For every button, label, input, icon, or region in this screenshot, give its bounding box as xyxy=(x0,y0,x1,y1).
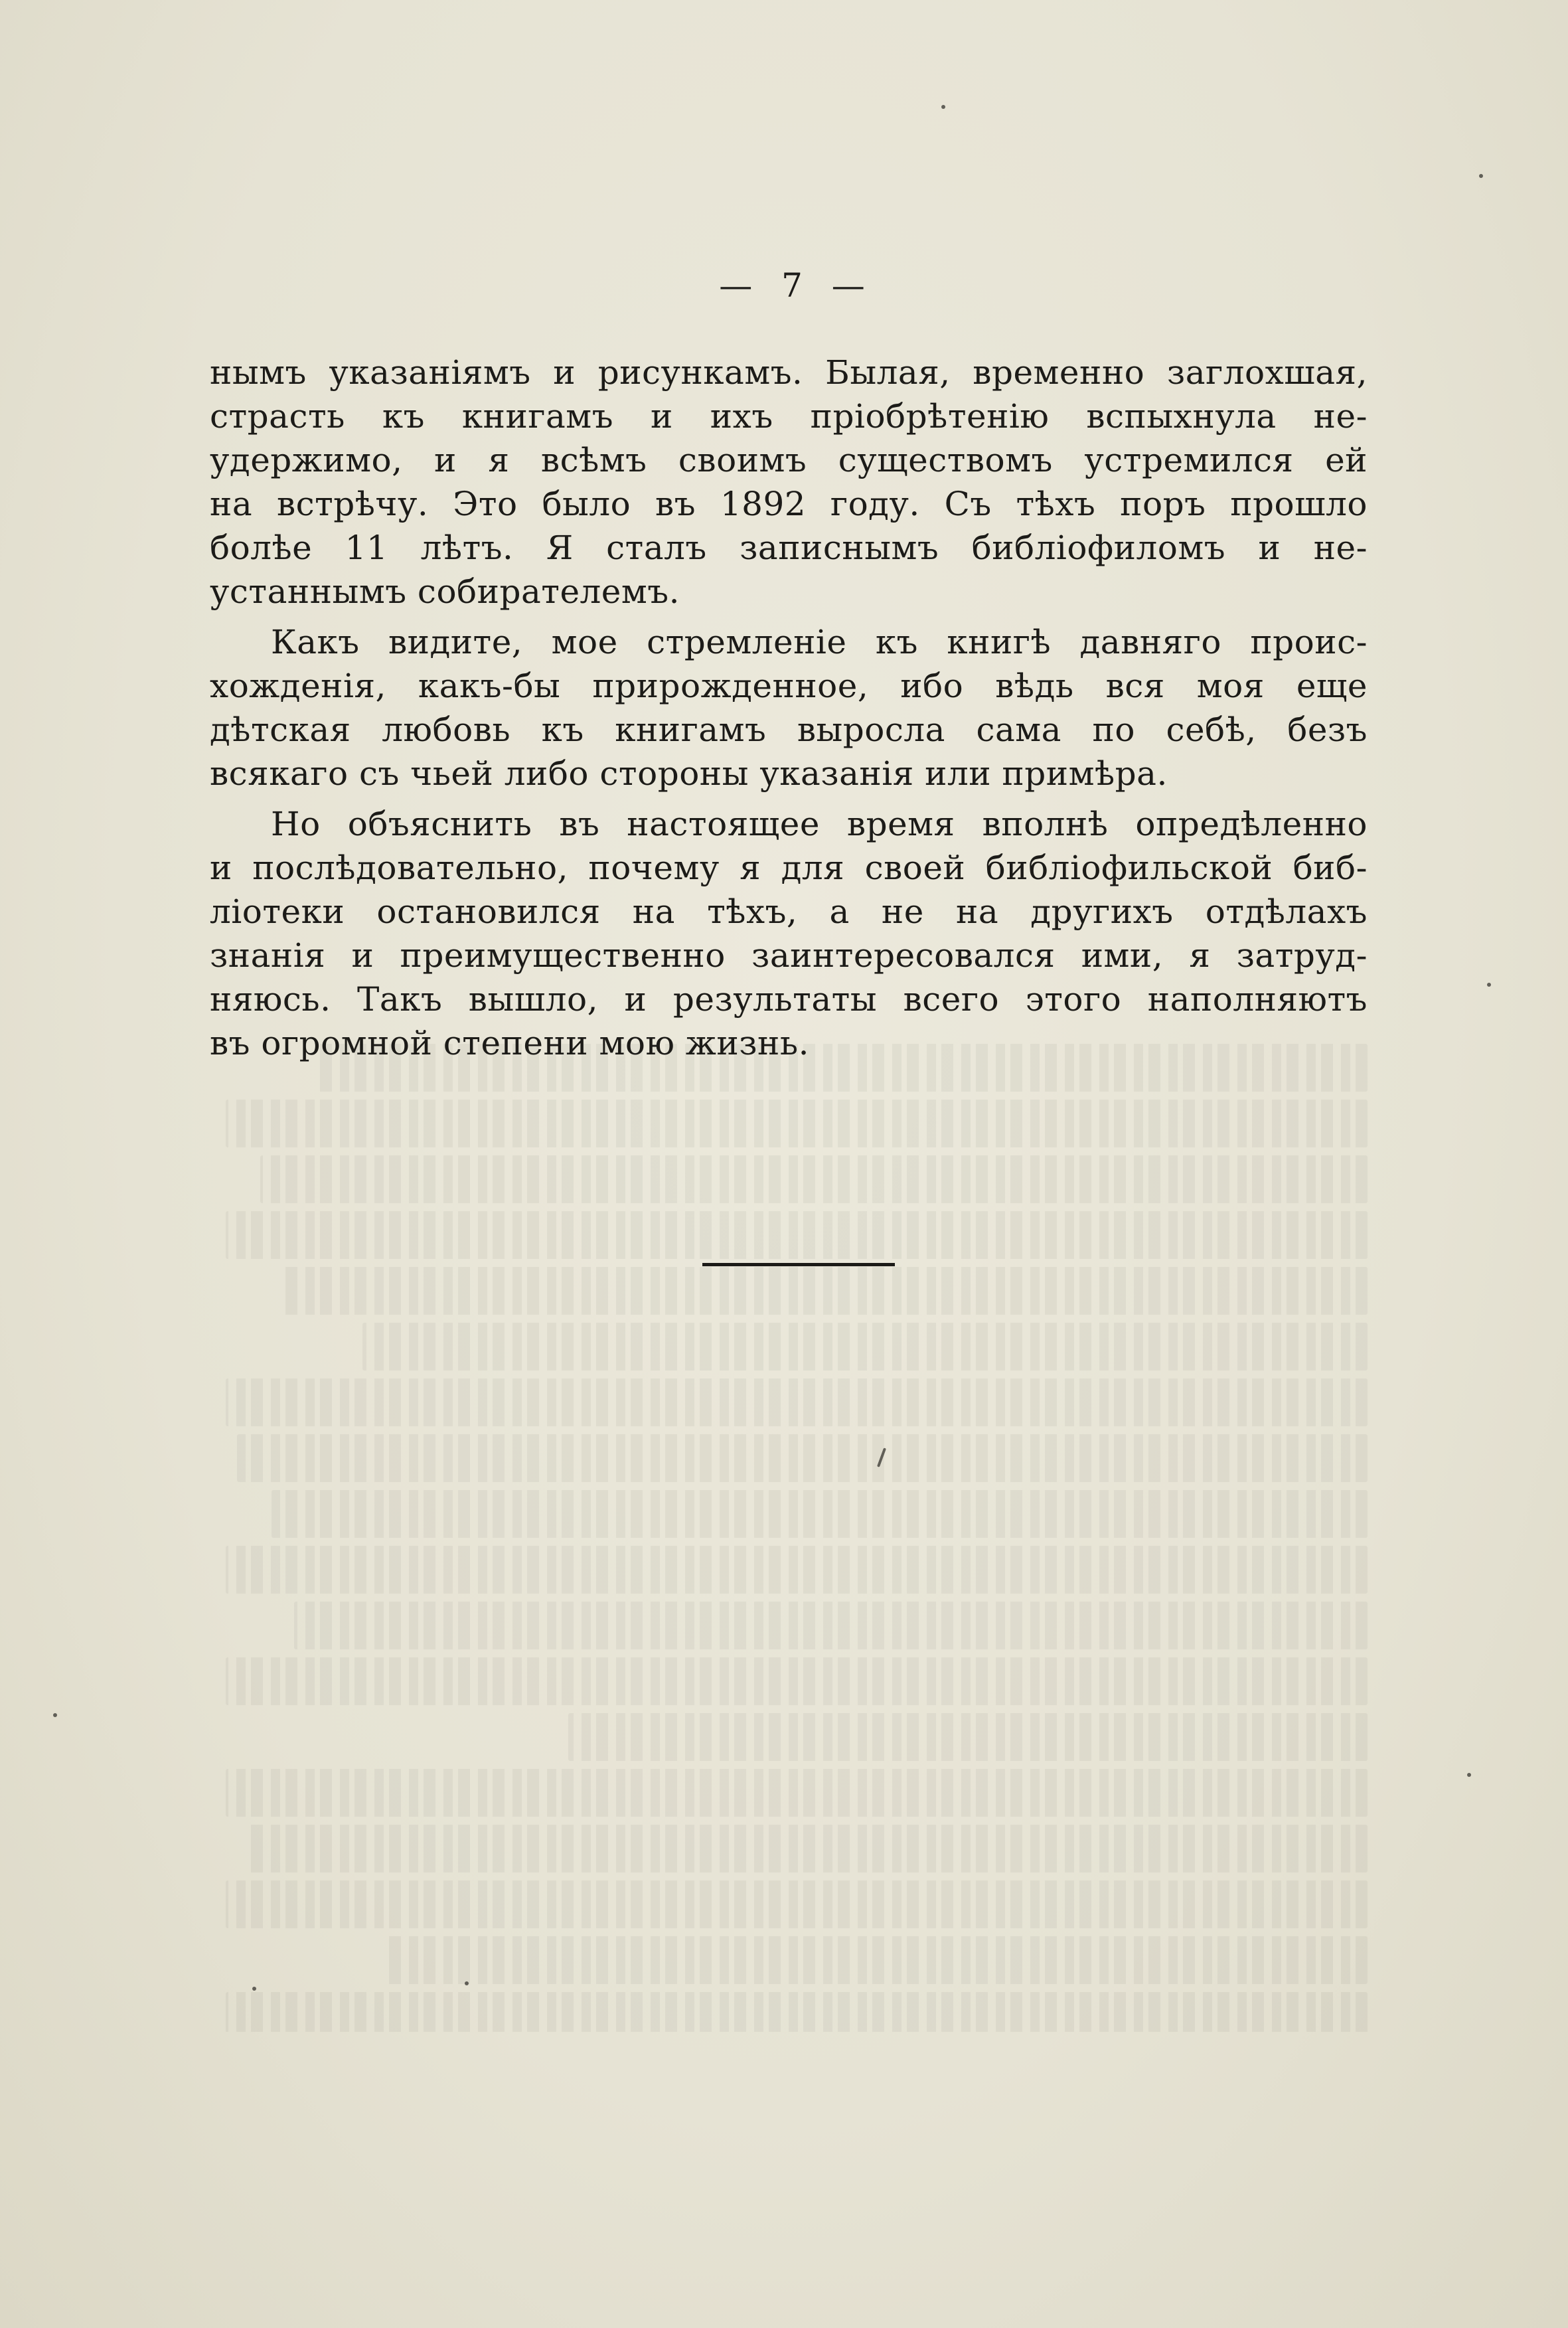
text-line: устаннымъ собирателемъ. xyxy=(210,572,680,611)
paper-speck xyxy=(252,1987,256,1991)
section-divider-rule xyxy=(702,1263,895,1266)
body-text xyxy=(210,351,1368,1065)
text-line: няюсь. Такъ вышло, и результаты всего этого наполняютъ xyxy=(210,980,1368,1019)
paper-speck xyxy=(941,105,945,109)
paragraph-2 xyxy=(210,620,1368,795)
paragraph-1 xyxy=(210,351,1368,614)
paper-speck xyxy=(1487,983,1491,987)
paragraph-3 xyxy=(210,802,1368,1065)
text-line: всякаго съ чьей либо стороны указанія или примѣра. xyxy=(210,754,1168,793)
text-line: въ огромной степени мою жизнь. xyxy=(210,1024,809,1062)
text-line: страсть къ книгамъ и ихъ пріобрѣтенію вспыхнула не- xyxy=(210,397,1368,436)
text-line: и послѣдовательно, почему я для своей библіофильской биб- xyxy=(210,849,1368,887)
text-line: дѣтская любовь къ книгамъ выросла сама по себѣ, безъ xyxy=(210,710,1368,749)
text-line: болѣе 11 лѣтъ. Я сталъ записнымъ библіофиломъ и не- xyxy=(210,529,1368,567)
paper-speck xyxy=(1467,1773,1471,1777)
text-line: Но объяснить въ настоящее время вполнѣ опредѣленно xyxy=(271,805,1368,843)
text-line: знанія и преимущественно заинтересовался ими, я затруд- xyxy=(210,936,1368,975)
text-line: Какъ видите, мое стремленіе къ книгѣ давняго проис- xyxy=(271,623,1368,661)
text-line: на встрѣчу. Это было въ 1892 году. Съ тѣхъ поръ прошло xyxy=(210,485,1368,523)
paper-speck xyxy=(1479,174,1483,178)
paper-speck xyxy=(53,1713,57,1717)
text-line: хожденія, какъ-бы прирожденное, ибо вѣдь вся моя еще xyxy=(210,667,1368,705)
text-line: ліотеки остановился на тѣхъ, а не на другихъ отдѣлахъ xyxy=(210,892,1368,931)
paper-speck xyxy=(465,1981,469,1985)
text-line: нымъ указаніямъ и рисункамъ. Былая, временно заглохшая, xyxy=(210,353,1368,392)
show-through-text xyxy=(226,1036,1368,2032)
text-line: удержимо, и я всѣмъ своимъ существомъ устремился ей xyxy=(210,441,1368,479)
page-number: — 7 — xyxy=(719,266,874,305)
